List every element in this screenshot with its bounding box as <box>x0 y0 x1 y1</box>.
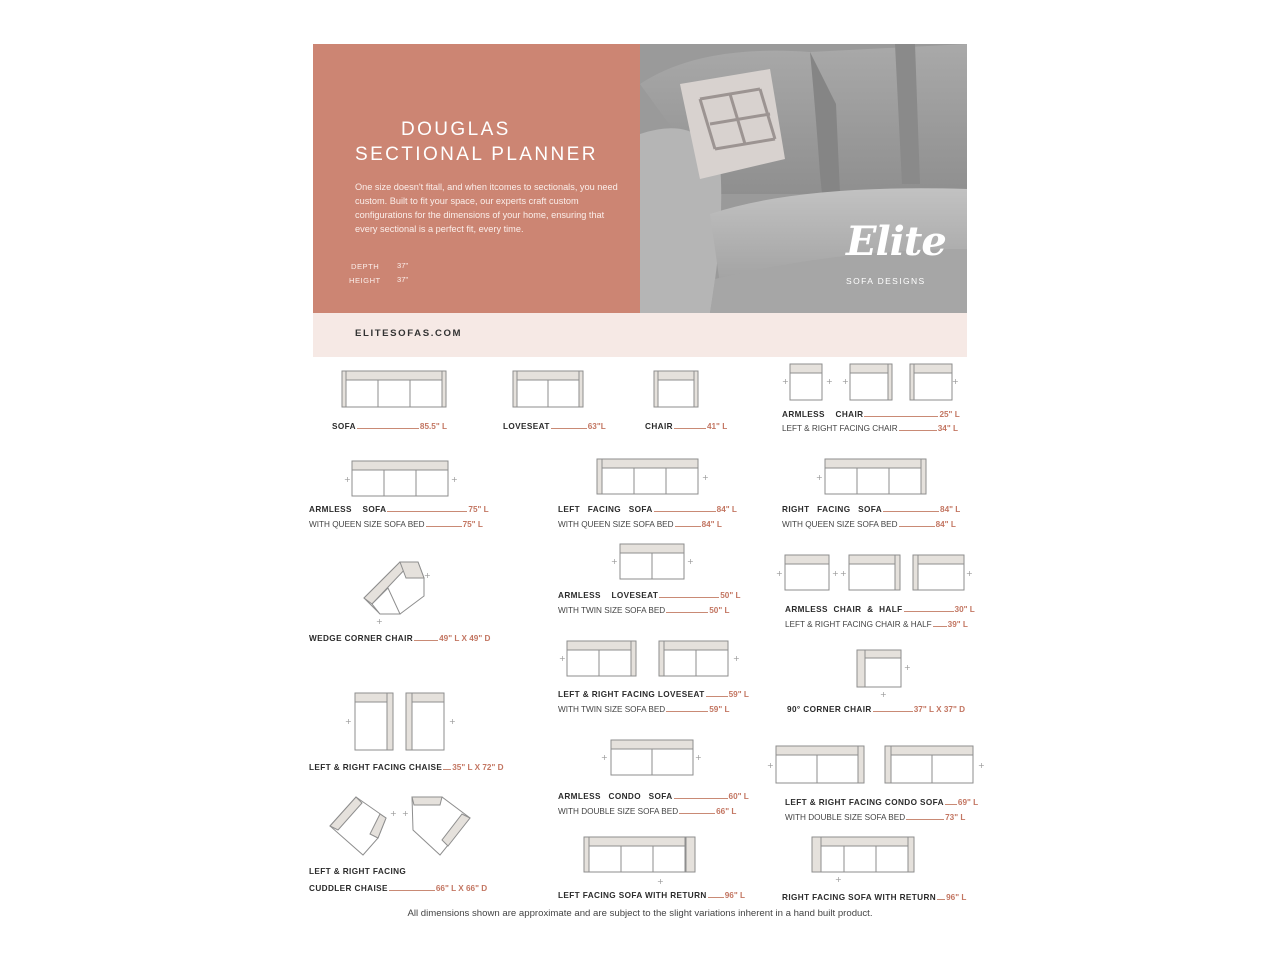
label-armless-chair-sub: LEFT & RIGHT FACING CHAIR 34" L <box>782 424 958 433</box>
sofa-photo-illustration <box>640 44 967 313</box>
right-sofa-return-diagram-arm <box>908 837 914 872</box>
right-facing-sofa-diagram-cushion <box>889 468 921 494</box>
label-left-facing-sofa-sub: WITH QUEEN SIZE SOFA BED 84" L <box>558 520 722 529</box>
right-cuddler-arm <box>370 814 386 838</box>
armless-sofa-diagram-back <box>352 461 448 470</box>
connector-mark: + <box>832 569 839 578</box>
connector-mark: + <box>842 377 849 386</box>
armless-chair-half-diagram <box>785 555 829 590</box>
connector-mark: + <box>952 377 959 386</box>
chair-diagram <box>654 371 698 407</box>
connector-mark: + <box>344 475 351 484</box>
label-chair: CHAIR 41" L <box>645 422 728 431</box>
connector-mark: + <box>449 717 456 726</box>
loveseat-diagram <box>513 371 583 407</box>
right-facing-condo-diagram-cushion <box>817 755 858 783</box>
label-left-facing-sofa-return: LEFT FACING SOFA WITH RETURN 96" L <box>558 891 745 900</box>
right-facing-condo-diagram-back <box>776 746 864 755</box>
right-facing-condo-diagram <box>776 746 864 783</box>
label-right-facing-sofa-return: RIGHT FACING SOFA WITH RETURN 96" L <box>782 893 967 902</box>
connector-mark: + <box>733 654 740 663</box>
label-90-corner-chair: 90° CORNER CHAIR 37" L X 37" D <box>787 705 966 714</box>
label-lr-facing-condo-sofa-sub: WITH DOUBLE SIZE SOFA BED 73" L <box>785 813 966 822</box>
armless-chair-diagram-back <box>790 364 822 373</box>
right-facing-loveseat-diagram-back <box>567 641 636 650</box>
right-facing-loveseat-diagram-cushion <box>599 650 631 676</box>
armless-condo-sofa-diagram-back <box>611 740 693 749</box>
armless-chair-diagram-cushion <box>790 373 822 400</box>
right-cuddler-back <box>330 797 362 830</box>
label-armless-condo-sofa-sub: WITH DOUBLE SIZE SOFA BED 66" L <box>558 807 737 816</box>
label-lr-facing-loveseat-sub: WITH TWIN SIZE SOFA BED 59" L <box>558 705 730 714</box>
label-wedge-corner-chair: WEDGE CORNER CHAIR 49" L X 49" D <box>309 634 491 643</box>
label-armless-sofa-sub: WITH QUEEN SIZE SOFA BED 75" L <box>309 520 483 529</box>
armless-condo-sofa-diagram-cushion <box>611 749 652 775</box>
wedge-corner-diagram <box>364 562 424 614</box>
left-sofa-return-diagram-back <box>584 837 685 846</box>
right-facing-loveseat-diagram-cushion <box>567 650 599 676</box>
connector-mark: + <box>424 571 431 580</box>
left-facing-loveseat-diagram-arm <box>659 641 664 676</box>
wedge-corner-back <box>400 562 424 578</box>
left-chair-half-diagram-arm <box>913 555 918 590</box>
armless-loveseat-diagram-back <box>620 544 684 553</box>
left-chair-half-diagram-back <box>913 555 964 564</box>
left-chaise-back <box>406 693 444 702</box>
website-link[interactable]: ELITESOFAS.COM <box>355 328 463 339</box>
left-sofa-return-diagram-cushion <box>589 846 621 872</box>
connector-mark: + <box>840 569 847 578</box>
armless-chair-half-diagram-back <box>785 555 829 564</box>
left-facing-chair-diagram-arm <box>910 364 914 400</box>
right-facing-chair-diagram-arm <box>888 364 892 400</box>
left-chaise-arm <box>406 693 412 750</box>
connector-mark: + <box>402 809 409 818</box>
label-right-facing-sofa: RIGHT FACING SOFA 84" L <box>782 505 961 514</box>
page-title-line2: SECTIONAL PLANNER <box>355 144 598 165</box>
loveseat-diagram-cushion <box>548 380 579 407</box>
label-armless-sofa: ARMLESS SOFA 75" L <box>309 505 489 514</box>
right-sofa-return-diagram-cushion <box>812 846 844 872</box>
right-sofa-return-extension <box>812 837 821 872</box>
left-cuddler-back <box>412 797 442 805</box>
left-facing-sofa-diagram-cushion <box>602 468 634 494</box>
right-facing-sofa-diagram-cushion <box>857 468 889 494</box>
connector-mark: + <box>880 690 887 699</box>
label-left-facing-sofa: LEFT FACING SOFA 84" L <box>558 505 737 514</box>
brand-logo: Elite <box>846 218 946 265</box>
label-armless-loveseat-sub: WITH TWIN SIZE SOFA BED 50" L <box>558 606 730 615</box>
label-lr-facing-loveseat: LEFT & RIGHT FACING LOVESEAT 59" L <box>558 690 749 699</box>
loveseat-diagram-cushion <box>517 380 548 407</box>
armless-loveseat-diagram-cushion <box>652 553 684 579</box>
label-armless-condo-sofa: ARMLESS CONDO SOFA 60" L <box>558 792 749 801</box>
wedge-corner-cushion <box>372 588 400 614</box>
connector-mark: + <box>835 875 842 884</box>
left-sofa-return-extension <box>686 837 695 872</box>
left-facing-chair-diagram-back <box>910 364 952 373</box>
connector-mark: + <box>390 809 397 818</box>
connector-mark: + <box>451 475 458 484</box>
sofa-diagram-back <box>342 371 446 380</box>
connector-mark: + <box>776 569 783 578</box>
armless-loveseat-diagram-cushion <box>620 553 652 579</box>
right-facing-condo-diagram-cushion <box>776 755 817 783</box>
left-facing-condo-diagram <box>885 746 973 783</box>
spec-height-value: 37" <box>397 275 409 284</box>
sofa-diagram-cushion <box>378 380 410 407</box>
right-facing-loveseat-diagram <box>567 641 636 676</box>
left-facing-condo-diagram-cushion <box>891 755 932 783</box>
label-lr-facing-chaise: LEFT & RIGHT FACING CHAISE 35" L X 72" D <box>309 763 504 772</box>
left-sofa-return-diagram <box>584 837 685 872</box>
right-chaise-diagram <box>355 693 393 750</box>
corner-chair-diagram <box>857 650 901 687</box>
left-facing-sofa-diagram-back <box>597 459 698 468</box>
label-armless-chair-half: ARMLESS CHAIR & HALF 30" L <box>785 605 975 614</box>
sofa-diagram-cushion <box>410 380 442 407</box>
armless-sofa-diagram-cushion <box>384 470 416 496</box>
left-facing-chair-diagram <box>910 364 952 400</box>
left-facing-condo-diagram-cushion <box>932 755 973 783</box>
left-facing-loveseat-diagram-cushion <box>664 650 696 676</box>
armless-loveseat-diagram <box>620 544 684 579</box>
connector-mark: + <box>601 753 608 762</box>
label-sofa: SOFA 85.5" L <box>332 422 447 431</box>
chair-diagram-cushion <box>658 380 694 407</box>
left-facing-loveseat-diagram-cushion <box>696 650 728 676</box>
corner-chair-back <box>857 650 865 687</box>
connector-mark: + <box>767 761 774 770</box>
spec-depth-label: DEPTH <box>351 262 380 271</box>
armless-chair-diagram <box>790 364 822 400</box>
label-loveseat: LOVESEAT 63"L <box>503 422 606 431</box>
left-chaise-diagram <box>406 693 444 750</box>
right-sofa-return-diagram <box>812 837 914 872</box>
brand-subtitle: SOFA DESIGNS <box>846 276 926 286</box>
page-title-line1: DOUGLAS <box>401 119 511 140</box>
armless-sofa-diagram-cushion <box>352 470 384 496</box>
right-chair-half-diagram-cushion <box>849 564 895 590</box>
connector-mark: + <box>559 654 566 663</box>
left-cuddler-diagram <box>412 797 470 855</box>
right-chair-half-diagram-back <box>849 555 900 564</box>
connector-mark: + <box>904 663 911 672</box>
right-facing-sofa-diagram-back <box>825 459 926 468</box>
armless-condo-sofa-diagram-cushion <box>652 749 693 775</box>
left-sofa-return-diagram-cushion <box>653 846 685 872</box>
left-facing-chair-diagram-cushion <box>914 373 952 400</box>
right-chaise-arm <box>387 693 393 750</box>
right-sofa-return-diagram-cushion <box>876 846 908 872</box>
connector-mark: + <box>345 717 352 726</box>
right-facing-chair-diagram-back <box>850 364 892 373</box>
connector-mark: + <box>702 473 709 482</box>
left-chair-half-diagram <box>913 555 964 590</box>
label-right-facing-sofa-sub: WITH QUEEN SIZE SOFA BED 84" L <box>782 520 956 529</box>
right-facing-chair-diagram-cushion <box>850 373 888 400</box>
chair-diagram-arm <box>654 371 658 407</box>
connector-mark: + <box>978 761 985 770</box>
right-facing-sofa-diagram-arm <box>921 459 926 494</box>
sofa-diagram-arm <box>442 371 446 407</box>
connector-mark: + <box>376 617 383 626</box>
loveseat-diagram-arm <box>579 371 583 407</box>
label-armless-chair-half-sub: LEFT & RIGHT FACING CHAIR & HALF 39" L <box>785 620 968 629</box>
right-facing-condo-diagram-arm <box>858 746 864 783</box>
right-sofa-return-diagram-cushion <box>844 846 876 872</box>
sofa-diagram <box>342 371 446 407</box>
connector-mark: + <box>782 377 789 386</box>
connector-mark: + <box>695 753 702 762</box>
chair-diagram-back <box>654 371 698 380</box>
connector-mark: + <box>611 557 618 566</box>
left-facing-sofa-diagram <box>597 459 698 494</box>
spec-depth-value: 37" <box>397 261 409 270</box>
right-facing-chair-diagram <box>850 364 892 400</box>
spec-height-label: HEIGHT <box>349 276 381 285</box>
chair-diagram-arm <box>694 371 698 407</box>
footnote: All dimensions shown are approximate and are subject to the slight variations inherent in a hand built product. <box>407 908 873 919</box>
left-facing-loveseat-diagram-back <box>659 641 728 650</box>
label-lr-facing-condo-sofa: LEFT & RIGHT FACING CONDO SOFA 69" L <box>785 798 979 807</box>
label-cuddler-line1: LEFT & RIGHT FACING <box>309 867 407 876</box>
wedge-corner-back <box>364 562 408 604</box>
left-facing-sofa-diagram-cushion <box>666 468 698 494</box>
loveseat-diagram-arm <box>513 371 517 407</box>
right-facing-sofa-diagram-cushion <box>825 468 857 494</box>
left-facing-sofa-diagram-arm <box>597 459 602 494</box>
left-facing-loveseat-diagram <box>659 641 728 676</box>
left-chair-half-diagram-cushion <box>918 564 964 590</box>
armless-sofa-diagram <box>352 461 448 496</box>
intro-text: One size doesn't fitall, and when itcomes to sectionals, you need custom. Built to fit your space, our experts craft custom configurations for the dimensions of your home, ensuring that every sectional is a perfect fit, every time. <box>355 182 618 234</box>
armless-sofa-diagram-cushion <box>416 470 448 496</box>
label-armless-chair: ARMLESS CHAIR 25" L <box>782 410 960 419</box>
right-cuddler-diagram <box>330 797 386 855</box>
armless-condo-sofa-diagram <box>611 740 693 775</box>
right-sofa-return-diagram-back <box>812 837 914 846</box>
right-facing-loveseat-diagram-arm <box>631 641 636 676</box>
connector-mark: + <box>826 377 833 386</box>
right-facing-sofa-diagram <box>825 459 926 494</box>
left-facing-condo-diagram-back <box>885 746 973 755</box>
left-facing-condo-diagram-arm <box>885 746 891 783</box>
left-cuddler-arm <box>442 814 470 846</box>
sofa-diagram-arm <box>342 371 346 407</box>
right-chaise-back <box>355 693 393 702</box>
left-sofa-return-diagram-arm <box>584 837 589 872</box>
sofa-photo <box>640 44 967 313</box>
connector-mark: + <box>657 877 664 886</box>
left-facing-sofa-diagram-cushion <box>634 468 666 494</box>
connector-mark: + <box>687 557 694 566</box>
right-chair-half-diagram-arm <box>895 555 900 590</box>
right-chair-half-diagram <box>849 555 900 590</box>
connector-mark: + <box>816 473 823 482</box>
connector-mark: + <box>966 569 973 578</box>
label-cuddler-chaise: CUDDLER CHAISE 66" L X 66" D <box>309 884 488 893</box>
label-armless-loveseat: ARMLESS LOVESEAT 50" L <box>558 591 741 600</box>
loveseat-diagram-back <box>513 371 583 380</box>
corner-chair-back <box>857 650 901 658</box>
sofa-diagram-cushion <box>346 380 378 407</box>
hero-panel <box>313 44 640 313</box>
left-sofa-return-diagram-cushion <box>621 846 653 872</box>
armless-chair-half-diagram-cushion <box>785 564 829 590</box>
